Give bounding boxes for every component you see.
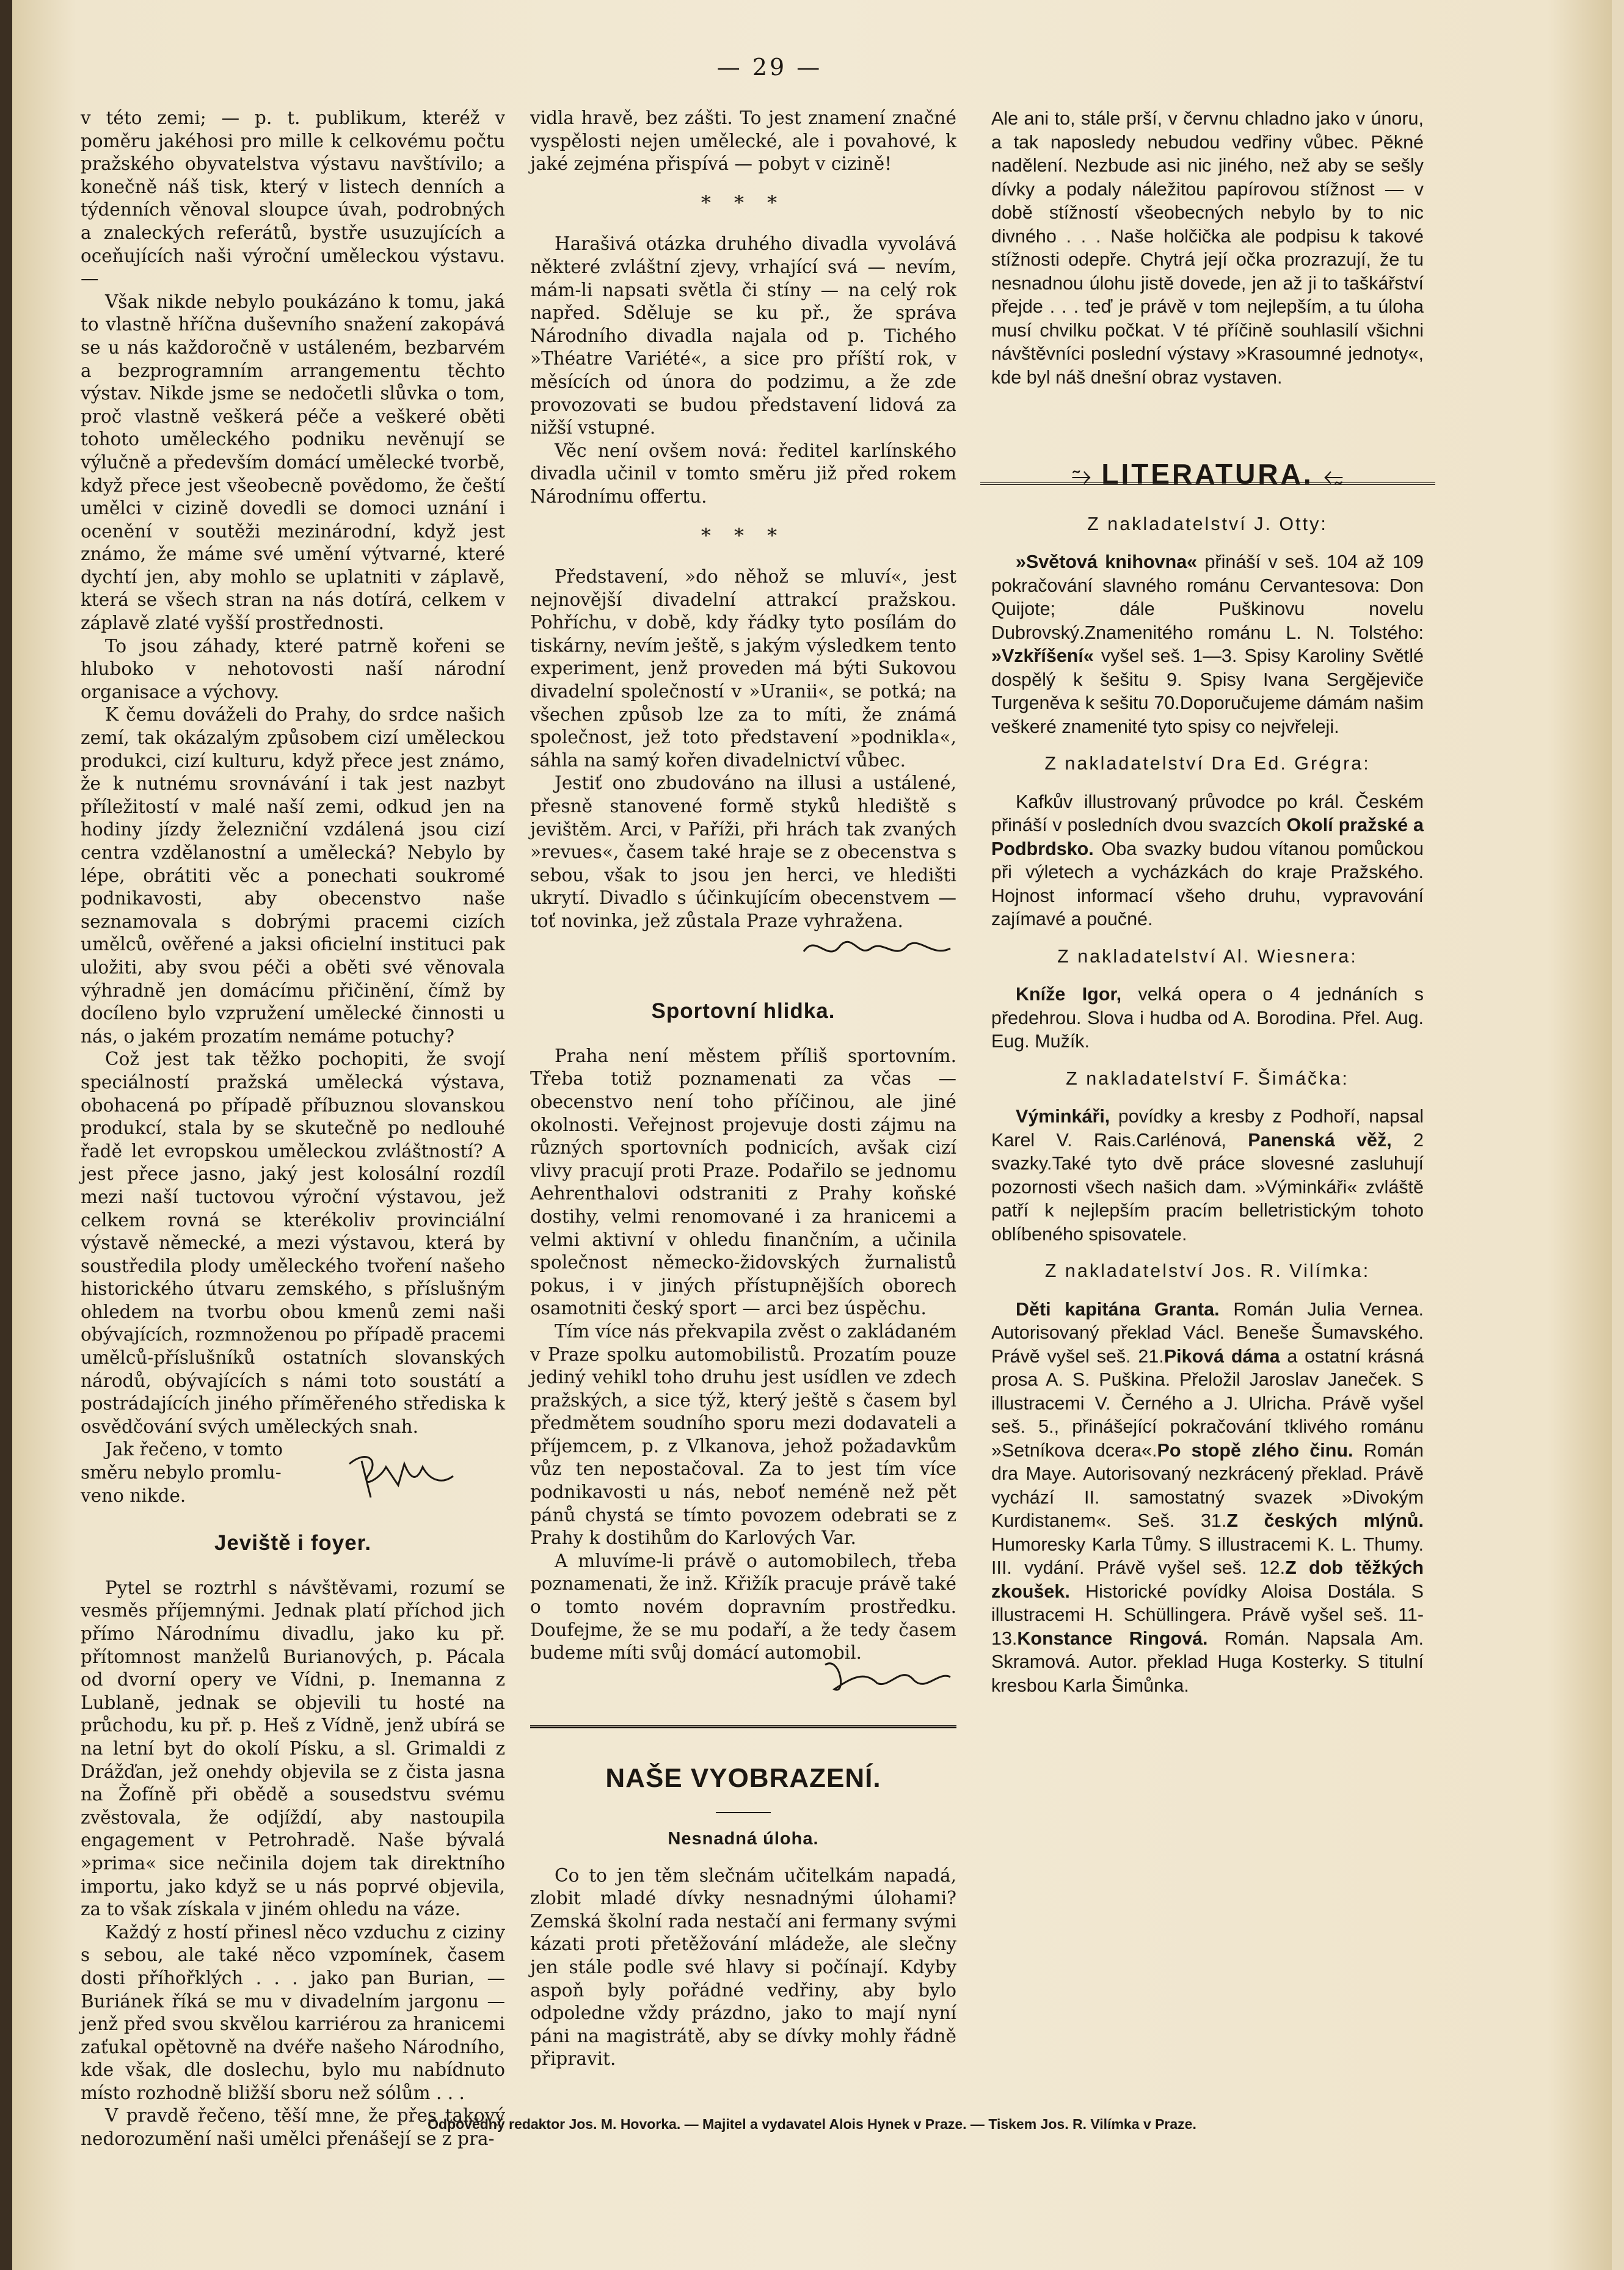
ornament-icon: ⥳: [1324, 462, 1344, 489]
subheading: Nesnadná úloha.: [668, 1829, 819, 1849]
entry-text: vyšel seš. 1—3. Spisy Karoliny Světlé dospělý k šešitu 9. Spisy Ivana Sergějeviče Turgeněva k sešitu 70.: [991, 646, 1424, 713]
entry-text: Román. Napsala Am. Skramová. Autor. překlad Huga Kosterky. S titulní kresbou Karla Šimůnka.: [991, 1628, 1424, 1696]
section-heading: Jeviště i foyer.: [214, 1531, 372, 1555]
literature-list: [991, 512, 1424, 1698]
column-middle: [530, 107, 956, 2070]
section-heading: Sportovní hlidka.: [651, 999, 836, 1024]
paragraph: Co to jen těm slečnám učitelkám napadá, zlobit mladé dívky nesnadnými úlohami? Zemská školní rada nestačí ani fermany svými kázati proti přetěžování mládeže, ale slečny jen stále podle své hlavy si počínají. Kdyby aspoň byly pořádné vedřiny, aby bylo odpoledne vždy prázdno, jako to mají nyní páni na magistrátě, aby se dívky mohly řádně připravit.: [530, 1864, 956, 2070]
book-title: Děti kapitána Granta.: [1016, 1298, 1220, 1320]
book-title: Po stopě zlého činu.: [1157, 1439, 1353, 1461]
book-title: Okolí pražské a Podbrdsko.: [991, 815, 1424, 859]
page-number: — 29 —: [716, 54, 823, 81]
publisher-heading: Z nakladatelství F. Šimáčka:: [1066, 1068, 1349, 1089]
paragraph: Ale ani to, stále prší, v červnu chladno jako v únoru, a tak naposledy nebudou vedřiny vůbec. Pěkné nadělení. Nezbude asi nic jiného, než aby se sešly dívky a podaly náležitou papírovou stížnost — v době stížností všeobecných nebylo by to nic divného . . . Naše holčička ale podpisu k takové stížnosti odepře. Chytrá její očka prozrazují, že tu nesnadnou úlohu jistě dovede, jen až ji to taškářství přejde . . . teď je právě v tom nejlepším, a tu úloha musí chvilku počkat. V té příčině souhlasilí všichni návštěvníci poslední výstavy »Krasoumné jednoty«, kde byl náš dnešní obraz vystaven.: [991, 108, 1424, 388]
section-separator: * * *: [701, 523, 786, 547]
book-title: Z českých mlýnů.: [1226, 1510, 1424, 1531]
paragraph: V pravdě řečeno, těší mne, že přes takový nedorozumění naši umělci přenášejí se z pra-: [81, 2105, 505, 2150]
entry-text: Doporučujeme dámám našim veškeré znamenité tyto spisy co nejvřeleji.: [991, 693, 1424, 737]
book-title: »Vzkříšení«: [991, 646, 1094, 666]
entry-text: Román dra Maye. Autorisovaný nezkrácený překlad. Právě vychází II. samostatný svazek »Divokým Kurdistanem«. Seš. 31.: [991, 1439, 1424, 1531]
book-title: Konstance Ringová.: [1017, 1628, 1208, 1649]
paragraph: Což jest tak těžko pochopiti, že svojí speciálností pražská umělecká výstava, obohacená po případě příbuznou slovanskou produkcí, stala by se skutečně po nedlouhé řadě let evropskou uměleckou zvláštností? A jest přece jasno, jaký jest kolosální rozdíl mezi naší tuctovou výroční výstavou, jež celkem rovná se kterékoliv provinciální výstavě německé, a mezi výstavou, která by soustředila plody uměleckého tvoření našeho historického útvaru zemského, s příslušným ohledem na tvorbu obou kmenů zemi naši obývajících, rozmnoženou po případě pracemi umělců-příslušníků ostatních slovanských národů, obývajících s námi toto soustátí a postrádajících jiného příměřeného střediska k osvědčování svých uměleckých snah.: [81, 1049, 505, 1437]
entry-text: Humoresky Karla Tůmy. S illustracemi K. L. Thumy. III. vydání. Právě vyšel seš. 12.: [991, 1533, 1424, 1578]
book-title: Z dob těžkých zkoušek.: [991, 1557, 1424, 1602]
paragraph: Jestiť ono zbudováno na illusi a ustálené, přesně stanovené formě styků hlediště s jevištěm. Arci, v Paříži, při hrách tak zvaných »revues«, časem také hraje se z obecenstva s sebou, však to jsou jen herci, ve hledišti ukrytí. Divadlo s účinkujícím obecenstvem — toť novinka, jež zůstala Praze vyhražena.: [530, 773, 956, 931]
entry-text: Kafkův illustrovaný průvodce po král. Českém přináší v posledních dvou svazcích: [991, 791, 1424, 835]
signature-block: [530, 927, 956, 976]
ornament-icon: ⥲: [1071, 462, 1091, 489]
entry-text: Román Julia Vernea. Autorisovaný překlad Václ. Beneše Šumavského. Právě vyšel seš. 21.: [991, 1298, 1424, 1367]
literature-entry: [991, 1105, 1424, 1246]
book-title: Kníže Igor,: [1016, 984, 1122, 1005]
divider: [716, 1812, 771, 1813]
publisher-heading: Z nakladatelství J. Otty:: [1087, 513, 1328, 534]
entry-text: 2 svazky.: [991, 1129, 1424, 1174]
paragraph: Harašivá otázka druhého divadla vyvolává některé zvláštní zjevy, vrhající svá — nevím, mám-li napsati světla či stíny — na celý rok napřed. Sděluje se ku př., že správa Národního divadla najala od p. Tichého »Théatre Variété«, a sice pro příští rok, v měsících od února do podzimu, a že zde provozovati se budou představení lidová za nižší vstupné.: [530, 233, 956, 438]
entry-text: Historické povídky Aloisa Dostála. S illustracemi H. Schüllingera. Právě vyšel seš. 11-13.: [991, 1581, 1424, 1649]
handwritten-signature-2: [798, 927, 956, 970]
paragraph: Pytel se roztrhl s návštěvami, rozumí se vesměs příjemnými. Jednak platí příchod jich přímo Národnímu divadlu, jako ku př. přítomnost manželů Burianových, p. Pácala od dvorní opery ve Vídni, p. Inemanna z Lublaně, jednak se objevili tu hosté na průchodu, ku př. p. Heš z Vídně, jenž ubírá se na letní byt do okolí Písku, a sl. Grimaldi z Drážďan, jež onehdy objevila se z čista jasna na Žofíně při obědě a sousedstvu svému zvěstovala, že odjíždí, aby nastoupila engagement v Petrohradě. Naše bývalá »prima« sice nečinila dojem tak direktního importu, jako když se u nás poprvé objevila, za to však získala v jiném ohledu na váze.: [81, 1577, 505, 1920]
literature-entry: [991, 983, 1424, 1053]
paragraph: Však nikde nebylo poukázáno k tomu, jaká to vlastně hříčna duševního snažení zakopává se u nás každoročně v ustáleném, bezbarvém a bezprogramním arrangementu těchto výstav. Nikde jsme se nedočetli slůvka o tom, proč vlastně veškerá péče a veškeré oběti tohoto uměleckého podniku nevěnují se výlučně a především domácí umělecké tvorbě, když přece jest všeobecně povědomo, že čeští umělci v cizině dovedli se domoci uznání i ocenění v soutěži mezinárodní, když jest známo, že máme své umění výtvarné, které dychtí jen, aby mohlo se uplatniti v záplavě, která se všech stran na nás dotírá, celkem v záplavě zlaté vyšší prostřednosti.: [81, 291, 505, 634]
publisher-heading: Z nakladatelství Jos. R. Vilímka:: [1044, 1261, 1371, 1281]
paragraph: A mluvíme-li právě o automobilech, třeba poznamenati, že inž. Křižík pracuje právě také o tomto novém dopravním prostředku. Doufejme, že se mu podaří, a že tedy časem budeme míti svůj domácí automobil.: [530, 1550, 956, 1664]
paragraph: Každý z hostí přinesl něco vzduchu z ciziny s sebou, ale také něco vzpomínek, časem dosti příhořklých . . . jako pan Burian, — Buriánek říká se mu v divadelním jargonu — jenž před svou skvělou karriérou za hranicemi zaťukal opětovně na dvéře našeho Národního, kde však, dle doslechu, bylo mu nabídnuto místo rozhodně bližší sboru než sólům . . .: [81, 1921, 505, 2103]
handwritten-signature-3: [816, 1653, 956, 1701]
signature-text-line: veno nikde.: [81, 1485, 186, 1506]
paragraph: Praha není městem příliš sportovním. Třeba totiž poznamenati za včas — obecenstvo není toho příčinou, ale jiné okolnosti. Veřejnost projevuje dosti zájmu na různých sportovních podnicích, avšak cizí vlivy pracují proti Praze. Podařilo se jednomu Aehrenthalovi odstraniti z Prahy koňské dostihy, velmi renomované i za hranicemi a velmi aktivní v ohledu finančním, a učinila společnost německo-židovských žurnalistů pokus, i v jiných přístupnějších oborech osamotniti český sport — arci bez úspěchu.: [530, 1045, 956, 1319]
entry-text: Znamenitého románu L. N. Tolstého:: [1084, 622, 1424, 643]
column-left: [81, 107, 505, 2150]
signature-text-line: směru nebylo promlu-: [81, 1462, 282, 1483]
paragraph: Tím více nás překvapila zvěst o zakládaném v Praze spolku automobilistů. Prozatím pouze jediný vehikl toho druhu jest usídlen ve zdech pražských, a sice týž, který ještě s časem byl předmětem soudního sporu mezi dodavateli a příjemcem, p. z Vlkanova, jehož požadavkům vůz ten nepostačoval. Za to jest tím více podnikavosti u nás, neboť neméně než pět pánů chystá se tímto povozem odebrati se z Prahy k dostihům do Karlových Var.: [530, 1320, 956, 1549]
book-title: »Světová knihovna«: [1016, 551, 1198, 572]
paragraph: K čemu dováželi do Prahy, do srdce našich zemí, tak okázalým způsobem cizí uměleckou produkci, cizí kulturu, když přece jest známo, že k nutnému srovnávání i tak jest nazbyt příležitostí v malé naší zemi, odkud jen na hodiny jízdy železniční vzdálená jsou cizí centra vzdělanostní a umělecká? Nebylo by lépe, obrátiti věc a ponechati soukromé podnikavosti, aby obecenstvo naše seznamovala s dobrými pracemi cizích umělců, ověřené a jaksi oficielní instituci pak uložiti, aby svou péči a oběti své věnovala výhradně jen domácímu přičinění, čímž by docíleno bylo vzpružení umělecké činnosti u nás, o jakém prozatím nemáme potuchy?: [81, 704, 505, 1047]
signature-text-line: Jak řečeno, v tomto: [105, 1439, 283, 1460]
entry-text: a ostatní krásná prosa A. S. Puškina. Přeložil Jaroslav Janeček. S illustracemi V. Černého a J. Ulricha. Právě vyšel seš. 5., přinášející pokračování tklivého románu »Setníkova dcera«.: [991, 1345, 1424, 1461]
signature-block: [81, 1438, 505, 1507]
book-title: Piková dáma: [1163, 1345, 1280, 1367]
footer-imprint: Odpovědný redaktor Jos. M. Hovorka. — Majitel a vydavatel Alois Hynek v Praze. — Tiskem Jos. R. Vilímka v Praze.: [428, 2116, 1196, 2132]
paragraph: v této zemi; — p. t. publikum, kteréž v poměru jakéhosi pro mille k celkovému počtu pražského obyvatelstva výstavu navštívilo; a konečně náš tisk, který v listech denních a týdenních věnoval sloupce úvah, podrobných a znaleckých referátů, bystře usuzujících a oceňujících naši výroční uměleckou výstavu. —: [81, 107, 505, 289]
column-rule: [980, 482, 1435, 487]
page: [12, 0, 1612, 2270]
entry-text: Oba svazky budou vítanou pomůckou při výletech a vycházkách do kraje Pražského. Hojnost informací všeho druhu, vypravování zajímavé a poučné.: [991, 838, 1424, 929]
paragraph: To jsou záhady, které patrně kořeni se hluboko v nehotovosti naší národní organisace a výchovy.: [81, 635, 505, 702]
literature-entry: [991, 790, 1424, 931]
publisher-heading: Z nakladatelství Al. Wiesnera:: [1057, 945, 1358, 967]
paragraph: Věc není ovšem nová: ředitel karlínského divadla učinil v tomto směru již před rokem Národnímu offertu.: [530, 440, 956, 507]
paragraph: vidla hravě, bez zášti. To jest znamení značné vyspělosti nejen umělecké, ale i povahové, k jaké zejména přispívá — pobyt v cizině!: [530, 107, 956, 175]
section-separator: * * *: [701, 191, 786, 214]
entry-text: přináší v seš. 104 až 109 pokračování slavného románu Cervantesova: Don Quijote; dále Puškinovu novelu Dubrovský.: [991, 551, 1424, 643]
section-divider: [530, 1725, 956, 1730]
book-title: Výminkáři,: [1016, 1106, 1110, 1127]
entry-text: velká opera o 4 jednáních s předehrou. Slova i hudba od A. Borodina. Přel. Aug. Eug. Mužík.: [991, 984, 1424, 1052]
handwritten-signature-1: [343, 1442, 459, 1504]
entry-text: povídky a kresby z Podhoří, napsal Karel V. Rais.: [991, 1106, 1424, 1151]
entry-text: Carlénová,: [1136, 1129, 1248, 1151]
literature-entry: [991, 1298, 1424, 1698]
book-title: Panenská věž,: [1248, 1129, 1392, 1151]
column-right: [991, 107, 1424, 2092]
literatura-heading: ⥲ LITERATURA. ⥳: [1071, 458, 1344, 490]
book-spine: [0, 0, 12, 2270]
section-heading: NAŠE VYOBRAZENÍ.: [605, 1763, 881, 1794]
paragraph: Představení, »do něhož se mluví«, jest nejnovější divadelní attrakcí pražskou. Pohříchu, v době, kdy řádky tyto posílám do tiskárny, nevím ještě, s jakým výsledkem tento experiment, jenž proveden má býti Sukovou divadelní společností v »Uranii«, se potká; na všechen způsob lze za to míti, že známá společnost, jež toto představení »podnikla«, sáhla na samý kořen divadelnictví vůbec.: [530, 566, 956, 771]
literature-entry: [991, 550, 1424, 738]
entry-text: Také tyto dvě práce slovesné zasluhují pozornosti všech našich dam. »Výminkáři« zvláště patří k nejlepším pracím belletristickým tohoto oblíbeného spisovatele.: [991, 1153, 1424, 1245]
publisher-heading: Z nakladatelství Dra Ed. Grégra:: [1044, 753, 1371, 774]
